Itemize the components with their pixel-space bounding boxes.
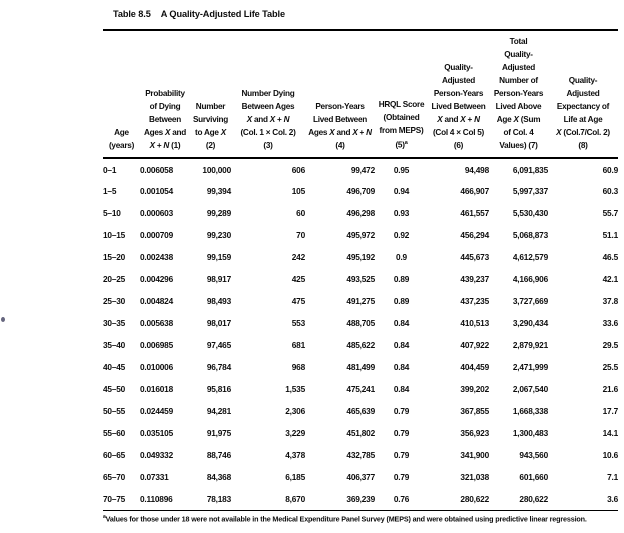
cell-hrql-score: 0.76 bbox=[375, 488, 428, 510]
table-row bbox=[103, 268, 618, 290]
cell-person-years: 432,785 bbox=[346, 450, 375, 460]
table-row bbox=[103, 444, 618, 466]
table-row bbox=[103, 466, 618, 488]
cell-qa-person-years: 404,459 bbox=[460, 362, 489, 372]
cell-age: 25–30 bbox=[103, 296, 126, 306]
cell-qa-life-expectancy: 51.1 bbox=[602, 230, 618, 240]
table-row bbox=[103, 202, 618, 224]
cell-person-years: 369,239 bbox=[305, 488, 375, 510]
cell-qa-person-years: 341,900 bbox=[460, 450, 489, 460]
cell-number-dying: 6,185 bbox=[285, 472, 305, 482]
cell-age: 40–45 bbox=[103, 362, 126, 372]
column-header-total-qa-person-years: Total Quality- Adjusted Number of Person-Years Lived Above Age X (Sum of Col. 4 Values) (7) bbox=[489, 30, 548, 158]
cell-prob-dying: 0.049332 bbox=[140, 450, 174, 460]
cell-prob-dying: 0.002438 bbox=[140, 252, 174, 262]
cell-number-dying: 2,306 bbox=[285, 406, 305, 416]
table-row bbox=[103, 488, 618, 510]
table-row bbox=[103, 400, 618, 422]
cell-qa-life-expectancy: 60.3 bbox=[602, 186, 618, 196]
cell-number-dying: 606 bbox=[291, 164, 305, 175]
table-row bbox=[103, 334, 618, 356]
table-row bbox=[103, 224, 618, 246]
cell-number-surviving: 94,281 bbox=[206, 406, 231, 416]
cell-qa-life-expectancy: 33.6 bbox=[602, 318, 618, 328]
cell-hrql-score: 0.84 bbox=[393, 318, 410, 328]
cell-number-dying: 3,229 bbox=[285, 428, 305, 438]
cell-total-qa-person-years: 6,091,835 bbox=[512, 164, 548, 175]
cell-qa-life-expectancy: 46.5 bbox=[602, 252, 618, 262]
cell-qa-person-years: 410,513 bbox=[460, 318, 489, 328]
cell-age: 30–35 bbox=[103, 318, 126, 328]
cell-qa-life-expectancy: 17.7 bbox=[602, 406, 618, 416]
cell-person-years: 99,472 bbox=[350, 164, 375, 175]
table-row bbox=[103, 312, 618, 334]
cell-number-dying: 4,378 bbox=[285, 450, 305, 460]
cell-person-years: 493,525 bbox=[346, 274, 375, 284]
cell-number-surviving: 84,368 bbox=[206, 472, 231, 482]
cell-age: 50–55 bbox=[103, 406, 126, 416]
cell-total-qa-person-years: 280,622 bbox=[489, 488, 548, 510]
cell-number-surviving: 88,746 bbox=[206, 450, 231, 460]
cell-prob-dying: 0.004824 bbox=[140, 296, 174, 306]
cell-qa-life-expectancy: 14.1 bbox=[602, 428, 618, 438]
column-header-number-surviving: Number Surviving to Age X (2) bbox=[190, 30, 231, 158]
column-header-hrql-score: HRQL Score (Obtained from MEPS) $(5)^a$ bbox=[375, 30, 428, 158]
column-header-person-years: Person-Years Lived Between Ages X and X + N (4) bbox=[305, 30, 375, 158]
cell-hrql-score: 0.9 bbox=[396, 252, 407, 262]
cell-person-years: 495,192 bbox=[346, 252, 375, 262]
cell-age: 60–65 bbox=[103, 450, 126, 460]
cell-prob-dying: 0.035105 bbox=[140, 428, 174, 438]
cell-hrql-score: 0.92 bbox=[393, 230, 410, 240]
cell-total-qa-person-years: 1,668,338 bbox=[512, 406, 548, 416]
scan-artifact-dot bbox=[1, 317, 5, 322]
cell-person-years: 496,709 bbox=[346, 186, 375, 196]
cell-prob-dying: 0.000709 bbox=[140, 230, 174, 240]
cell-hrql-score: 0.94 bbox=[393, 186, 410, 196]
cell-total-qa-person-years: 5,068,873 bbox=[512, 230, 548, 240]
cell-age: 20–25 bbox=[103, 274, 126, 284]
column-header-prob-dying: Probability of Dying Between Ages X and X + N (1) bbox=[140, 30, 190, 158]
cell-prob-dying: 0.004296 bbox=[140, 274, 174, 284]
cell-qa-life-expectancy: 60.9 bbox=[602, 164, 618, 175]
cell-person-years: 496,298 bbox=[346, 208, 375, 218]
cell-prob-dying: 0.005638 bbox=[140, 318, 174, 328]
cell-hrql-score: 0.84 bbox=[393, 384, 410, 394]
cell-prob-dying: 0.016018 bbox=[140, 384, 174, 394]
cell-qa-person-years: 356,923 bbox=[460, 428, 489, 438]
table-body bbox=[103, 158, 618, 510]
cell-number-surviving: 99,394 bbox=[206, 186, 231, 196]
table-row bbox=[103, 158, 618, 180]
cell-prob-dying: 0.001054 bbox=[140, 186, 174, 196]
table-header bbox=[103, 30, 618, 158]
cell-age: 5–10 bbox=[103, 208, 121, 218]
cell-qa-life-expectancy: 42.1 bbox=[602, 274, 618, 284]
cell-hrql-score: 0.89 bbox=[393, 296, 410, 306]
cell-number-surviving: 100,000 bbox=[202, 164, 231, 175]
cell-prob-dying: 0.000603 bbox=[140, 208, 174, 218]
cell-number-dying: 105 bbox=[291, 186, 305, 196]
cell-number-surviving: 98,017 bbox=[206, 318, 231, 328]
cell-total-qa-person-years: 943,560 bbox=[519, 450, 548, 460]
table-row bbox=[103, 246, 618, 268]
cell-number-dying: 8,670 bbox=[231, 488, 305, 510]
cell-person-years: 451,802 bbox=[346, 428, 375, 438]
cell-qa-person-years: 280,622 bbox=[428, 488, 489, 510]
cell-qa-life-expectancy: 7.1 bbox=[607, 472, 618, 482]
cell-qa-person-years: 399,202 bbox=[460, 384, 489, 394]
cell-age: 15–20 bbox=[103, 252, 126, 262]
cell-age: 35–40 bbox=[103, 340, 126, 350]
cell-total-qa-person-years: 4,612,579 bbox=[512, 252, 548, 262]
cell-number-surviving: 99,159 bbox=[206, 252, 231, 262]
cell-number-surviving: 99,289 bbox=[206, 208, 231, 218]
cell-person-years: 488,705 bbox=[346, 318, 375, 328]
cell-total-qa-person-years: 3,727,669 bbox=[512, 296, 548, 306]
column-header-qa-person-years: Quality- Adjusted Person-Years Lived Between X and X + N (Col 4 × Col 5) (6) bbox=[428, 30, 489, 158]
cell-person-years: 406,377 bbox=[346, 472, 375, 482]
table-row bbox=[103, 378, 618, 400]
footnote: $^a$Values for those under 18 were not available in the Medical Expenditure Panel Survey (MEPS) and were obtained using predictive linear regression. bbox=[103, 514, 587, 524]
cell-hrql-score: 0.84 bbox=[393, 362, 410, 372]
table-caption: A Quality-Adjusted Life Table bbox=[160, 9, 285, 19]
cell-person-years: 481,499 bbox=[346, 362, 375, 372]
cell-qa-life-expectancy: 10.6 bbox=[602, 450, 618, 460]
cell-number-dying: 425 bbox=[291, 274, 305, 284]
cell-total-qa-person-years: 2,471,999 bbox=[512, 362, 548, 372]
cell-total-qa-person-years: 3,290,434 bbox=[512, 318, 548, 328]
cell-person-years: 495,972 bbox=[346, 230, 375, 240]
cell-qa-person-years: 321,038 bbox=[460, 472, 489, 482]
cell-number-surviving: 96,784 bbox=[206, 362, 231, 372]
cell-qa-life-expectancy: 37.8 bbox=[602, 296, 618, 306]
cell-total-qa-person-years: 601,660 bbox=[519, 472, 548, 482]
cell-number-dying: 1,535 bbox=[285, 384, 305, 394]
column-header-age: Age (years) bbox=[103, 30, 140, 158]
cell-person-years: 491,275 bbox=[346, 296, 375, 306]
table-header-row bbox=[103, 30, 618, 158]
cell-number-surviving: 98,493 bbox=[206, 296, 231, 306]
cell-person-years: 475,241 bbox=[346, 384, 375, 394]
cell-total-qa-person-years: 2,067,540 bbox=[512, 384, 548, 394]
cell-age: 55–60 bbox=[103, 428, 126, 438]
cell-qa-person-years: 445,673 bbox=[460, 252, 489, 262]
cell-number-surviving: 99,230 bbox=[206, 230, 231, 240]
cell-prob-dying: 0.006985 bbox=[140, 340, 174, 350]
cell-hrql-score: 0.95 bbox=[393, 164, 410, 175]
cell-prob-dying: 0.006058 bbox=[140, 164, 174, 175]
cell-total-qa-person-years: 1,300,483 bbox=[512, 428, 548, 438]
cell-age: 70–75 bbox=[103, 488, 140, 510]
cell-number-surviving: 95,816 bbox=[206, 384, 231, 394]
table-row bbox=[103, 180, 618, 202]
cell-total-qa-person-years: 5,997,337 bbox=[512, 186, 548, 196]
column-header-number-dying: Number Dying Between Ages X and X + N (Col. 1 × Col. 2) (3) bbox=[231, 30, 305, 158]
cell-hrql-score: 0.89 bbox=[393, 274, 410, 284]
cell-hrql-score: 0.79 bbox=[393, 428, 410, 438]
cell-qa-person-years: 461,557 bbox=[460, 208, 489, 218]
cell-number-dying: 553 bbox=[291, 318, 305, 328]
cell-qa-person-years: 407,922 bbox=[460, 340, 489, 350]
cell-hrql-score: 0.93 bbox=[393, 208, 410, 218]
cell-hrql-score: 0.79 bbox=[393, 450, 410, 460]
cell-qa-person-years: 94,498 bbox=[464, 164, 489, 175]
cell-hrql-score: 0.79 bbox=[393, 406, 410, 416]
cell-number-dying: 70 bbox=[296, 230, 305, 240]
cell-qa-life-expectancy: 25.5 bbox=[602, 362, 618, 372]
cell-number-dying: 475 bbox=[291, 296, 305, 306]
cell-number-dying: 681 bbox=[291, 340, 305, 350]
cell-qa-life-expectancy: 21.6 bbox=[602, 384, 618, 394]
cell-number-surviving: 78,183 bbox=[190, 488, 231, 510]
cell-person-years: 485,622 bbox=[346, 340, 375, 350]
cell-number-surviving: 98,917 bbox=[206, 274, 231, 284]
cell-hrql-score: 0.79 bbox=[393, 472, 410, 482]
cell-qa-person-years: 439,237 bbox=[460, 274, 489, 284]
table-row bbox=[103, 356, 618, 378]
cell-qa-person-years: 466,907 bbox=[460, 186, 489, 196]
cell-age: 10–15 bbox=[103, 230, 126, 240]
cell-age: 0–1 bbox=[103, 164, 117, 175]
cell-total-qa-person-years: 4,166,906 bbox=[512, 274, 548, 284]
cell-qa-life-expectancy: 29.5 bbox=[602, 340, 618, 350]
table-title bbox=[113, 9, 285, 19]
cell-total-qa-person-years: 5,530,430 bbox=[512, 208, 548, 218]
table-number: Table 8.5 bbox=[113, 9, 151, 19]
cell-qa-life-expectancy: 3.6 bbox=[548, 488, 618, 510]
column-header-qa-life-expectancy: Quality- Adjusted Expectancy of Life at Age X (Col.7/Col. 2) (8) bbox=[548, 30, 618, 158]
cell-number-dying: 968 bbox=[291, 362, 305, 372]
cell-number-dying: 60 bbox=[296, 208, 305, 218]
cell-total-qa-person-years: 2,879,921 bbox=[512, 340, 548, 350]
cell-age: 65–70 bbox=[103, 472, 126, 482]
cell-qa-person-years: 437,235 bbox=[460, 296, 489, 306]
cell-prob-dying: 0.024459 bbox=[140, 406, 174, 416]
table-row bbox=[103, 422, 618, 444]
cell-age: 1–5 bbox=[103, 186, 117, 196]
cell-qa-person-years: 367,855 bbox=[460, 406, 489, 416]
cell-prob-dying: 0.010006 bbox=[140, 362, 174, 372]
cell-qa-person-years: 456,294 bbox=[460, 230, 489, 240]
cell-person-years: 465,639 bbox=[346, 406, 375, 416]
cell-prob-dying: 0.07331 bbox=[140, 472, 169, 482]
cell-number-surviving: 91,975 bbox=[206, 428, 231, 438]
quality-adjusted-life-table bbox=[103, 29, 618, 511]
table-row bbox=[103, 290, 618, 312]
cell-prob-dying: 0.110896 bbox=[140, 488, 190, 510]
cell-age: 45–50 bbox=[103, 384, 126, 394]
cell-number-dying: 242 bbox=[291, 252, 305, 262]
cell-hrql-score: 0.84 bbox=[393, 340, 410, 350]
cell-qa-life-expectancy: 55.7 bbox=[602, 208, 618, 218]
cell-number-surviving: 97,465 bbox=[206, 340, 231, 350]
